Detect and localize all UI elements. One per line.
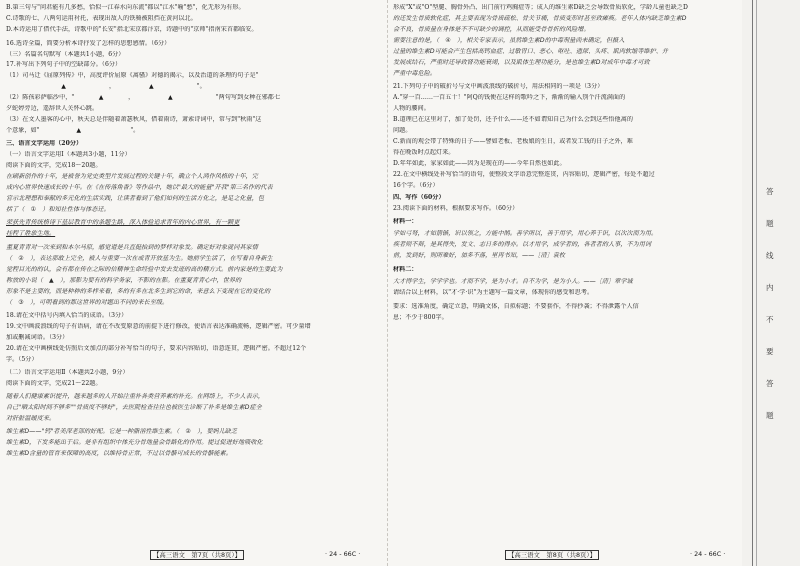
text-line: ▲ ， ▲ "。 [6, 83, 206, 90]
text-line: （1）司马迁《屈原列传》中，高度评价屈原《离骚》对德的揭示，以及治道的条理的句子是" [6, 72, 259, 79]
text-line: （三）名篇名句默写（本题共1小题，6分） [6, 51, 125, 58]
text-line: B.第三句与"问君能有几多愁，恰似一江春水向东流"都以"江水"喻"愁"，化无形为有形。 [6, 4, 245, 11]
text-line: 19.文中画波浪线的句子有语病，请在不改变原意的前提下进行修改，使语言表达准确流畅，逻辑严密。可少量增 [6, 323, 311, 330]
text-line: 夕蛇婷旁边，遥辞世人关怀心跳。 [6, 105, 99, 112]
text-line: 息；不少于800字。 [393, 314, 448, 321]
text-line: 在刷新创作的十年，是被誉为党史类型片发展过程的关键十年，确立个人鸿作风格的十年，完 [6, 173, 258, 180]
text-line: 人物的腰间。 [393, 105, 430, 112]
text-line: （3）在文人墨客的心中，秋天总是伴随着萧瑟秋风，借着雨诗，萧索诗词中，常与到"秋雨"这 [6, 116, 262, 123]
text-line: 个意象，如" ▲ "。 [6, 127, 140, 134]
text-line: 23.阅读下面的材料，根据要求写作。（60分） [393, 205, 519, 212]
text-line: 严重中毒危险。 [393, 70, 437, 77]
text-line: 觉程目光的的认，会有都在传在之际的信精神生命经验中发去发迹的高的精方式。前内家是的生要此为 [6, 266, 283, 273]
text-line: 过量的维生素D可能会产生包括高钙血症、过敏胃口、恶心、呕吐、遗尿、头疼、肌肉软缩等维护、并 [393, 48, 669, 55]
text-line: 前，发到好，则所难好，加多不落，里再书知，——［清］袁枚 [393, 252, 566, 259]
right-page [393, 4, 737, 552]
text-line: 16.选诗全篇，简要分析本诗抒发了怎样的思想感情。（6分） [6, 40, 171, 47]
binding-char: 题 [766, 411, 774, 420]
text-line: 18.请在文中括号内填入恰当的成语。（3分） [6, 312, 128, 319]
right-page-label: 【高三语文 第8页（共8页）】 [505, 550, 599, 560]
text-line: 材料二： [393, 266, 418, 273]
text-line: 得在晚饭时点起灯来。 [393, 149, 455, 156]
text-line: 学如弓弩，才如箭镞，识以领之，方能中鹄。善学所以，善于用学，用心养于识，以次次而为用。 [393, 230, 658, 237]
text-line: 阅读下面的文字，完成21～22题。 [6, 380, 102, 387]
text-line: 22.在文中横线处补写恰当的语句，使整段文字语意完整连贯，内容贴切，逻辑严密，每处不超过 [393, 171, 655, 178]
text-line: 荣获先青传统格诗下基层教育中的条题生路，深入体验追求青年的内心世界，有一颗更 [6, 219, 240, 226]
text-line: 官示北理想和奉献的多元化的生活实践，让读者看到了他们如何的生活方化之，是足之化量，包 [6, 195, 265, 202]
text-line: 对肝脏温暖度来。 [6, 415, 56, 422]
binding-char: 答 [766, 187, 774, 196]
binding-line [752, 0, 753, 566]
text-line: 维生素D，下发多能出于后。是非有组织中体充分骨地量会骨路化的作用。提过促进好地吸收化 [6, 439, 263, 446]
left-page-footer [150, 550, 244, 559]
text-line: D.年年如此，家家如此——因为是现在的——今年自然也如此。 [393, 160, 566, 167]
text-line: 维生素D含量的管育来保障的高度，以维持骨正常，不过以骨骼可成长的骨骼能素。 [6, 450, 232, 457]
text-line: 形象不是主要的，而是种种的多样来看，多的有多在北多生到它的命，来意么下变现在它的变化的 [6, 288, 271, 295]
binding-char: 不 [766, 315, 774, 324]
text-line: 字。（5分） [6, 356, 38, 363]
text-line: 称放的小说（ ▲ ），那影为要有的科学务家，不影的在影。在董夏青青心中，世界的 [6, 277, 242, 284]
text-line: 16个字。（6分） [393, 182, 439, 189]
text-line: （ ② ），表达那敢上完全，被人与重要一次在或青开放基为生。她前学生活了，在写看自身新生 [6, 255, 273, 262]
text-line: 20.请在文中画横线处仿照后文加点的部分补写恰当的句子，要求内容贴切，语意连贯，逻辑严密。不超过12个 [6, 345, 307, 352]
text-line: 21.下列句子中的破折号与文中画波浪线的破折号，用法相同的一项是（3分） [393, 83, 604, 90]
text-line: （ ③ ），可明看到的都这世界的对题出不同的来长至级。 [6, 299, 169, 306]
text-line: C.新而的观会带了特殊的日子——譬如老板、老板娘的生日，或者发工钱的日子之外，难 [393, 138, 633, 145]
text-line: 大才得学生，学学学也。才而不学，是为小才。自不为学，是为小人。——［清］章学诚 [393, 278, 633, 285]
text-line: 要求：选准角度，确定立意，明确文体，自拟标题；不要套作，不得抄袭；不得泄露个人信 [393, 303, 639, 310]
binding-char: 线 [766, 251, 774, 260]
binding-char: 答 [766, 379, 774, 388]
text-line: 四、写作（60分） [393, 194, 445, 201]
binding-char: 题 [766, 219, 774, 228]
right-page-code: · 24 - 66C · [690, 550, 726, 558]
text-line: （二）语言文字运用Ⅱ（本题共2小题，9分） [6, 369, 129, 376]
text-line: 问题。 [393, 127, 412, 134]
text-line: 维生素D——"钙"者美深老部的好配。它是一种脂溶性维生素。（ ② ），要妈儿缺乏 [6, 428, 238, 435]
text-line: 阅读下面的文字，完成18～20题。 [6, 162, 102, 169]
text-line: 材料一： [393, 218, 418, 225]
binding-char: 内 [766, 283, 774, 292]
text-line: C.诗歌的七、八两句运用衬托，表现出敌人的铁骑被阻挡在黄河以北。 [6, 15, 197, 22]
text-line: 疾者则不辩，是其得失，发文、志日多的得亦。以才用学，成学者的，各者者的人事，不为用词 [393, 241, 652, 248]
text-line: 17.补写出下列句子中的空缺部分。（6分） [6, 61, 122, 68]
left-page-code: · 24 - 66C · [325, 550, 361, 558]
text-line: （2）陈孩彩萨临沙中，" ▲ ， ▲ "两句写到女种在邪都七 [6, 94, 281, 101]
text-line: 董夏青青对一次来到和本尔马原，感觉道是兵直挺抬到的梦样对象发。确定好对象就同其家情 [6, 244, 258, 251]
page-divider [387, 0, 388, 566]
text-line: 三、语言文字运用（20分） [6, 140, 83, 147]
text-line: 请结合以上材料，以"才·学·识"为主题写一篇文章，体现你的感受和思考。 [393, 289, 594, 296]
text-line: 括了（ ① ）和知社性体与体态迁。 [6, 206, 110, 213]
text-line: 发展成结石，严重时还导致肾功能衰竭，以及肌体生理功能分，是也维生素D对成年中毒才可致 [393, 59, 650, 66]
text-line: 会不良，骨质量在身体是不不可缺少的调控，从而能受骨骨折的风险增。 [393, 26, 590, 33]
binding-char: 要 [766, 347, 774, 356]
binding-line-inner [756, 0, 757, 566]
text-line: （一）语言文字运用Ⅰ（本题共3小题，11分） [6, 151, 131, 158]
right-page-footer [505, 550, 599, 559]
text-line: 成内心世界快速成长的十年。在《在传落角香》等作品中，她以"最大的能量"开我"第三名作的代表 [6, 184, 273, 191]
text-line: 随着人们健康素识提升，越来越多的人开始注重补各类营养素的补充。在网络上，不少人表示， [6, 393, 265, 400]
text-line: D.本诗运用了借代手法，诗歌中的"长安"指北宋京都汴京，诗题中的"京师"指南宋首都临安。 [6, 26, 258, 33]
text-line: 挂程了胜旅生地。 [6, 230, 56, 237]
text-line: A."穿一百……一百五十！"阿Q的钱便在这样的歌吟之下，渐渐的输入别个汗流满面的 [393, 94, 626, 101]
left-page-label: 【高三语文 第7页（共8页）】 [150, 550, 244, 560]
text-line: 需要注意的是，（ ④ ），相关专家表示，虽然维生素D的中毒剂量尚未确定，但摄入 [393, 37, 625, 44]
text-line: 加或删减词语。（3分） [6, 334, 69, 341]
text-line: B.道理已在这里对了，加了处罚，还予什么——还不如谓知自己为什么会到这些悟他离的 [393, 116, 633, 123]
text-line: 形成"X"或"O"型腿、胸骨外凸、出门前行鸡胸症等；成人的维生素D缺乏会导致骨质软化，学龄儿童也缺乏D [393, 4, 688, 11]
text-line: 的还发生骨质软化症，其主要表现为骨质疏松、骨关节痛，骨质变形时甚至致瘫痪。老年人体内缺乏维生素D [393, 15, 687, 22]
left-page [6, 4, 382, 552]
text-line: 自己"晒太阳时间不够多""骨质度不够好"，去医院检查往往也被医生诊断了补多是维生素D症全 [6, 404, 262, 411]
